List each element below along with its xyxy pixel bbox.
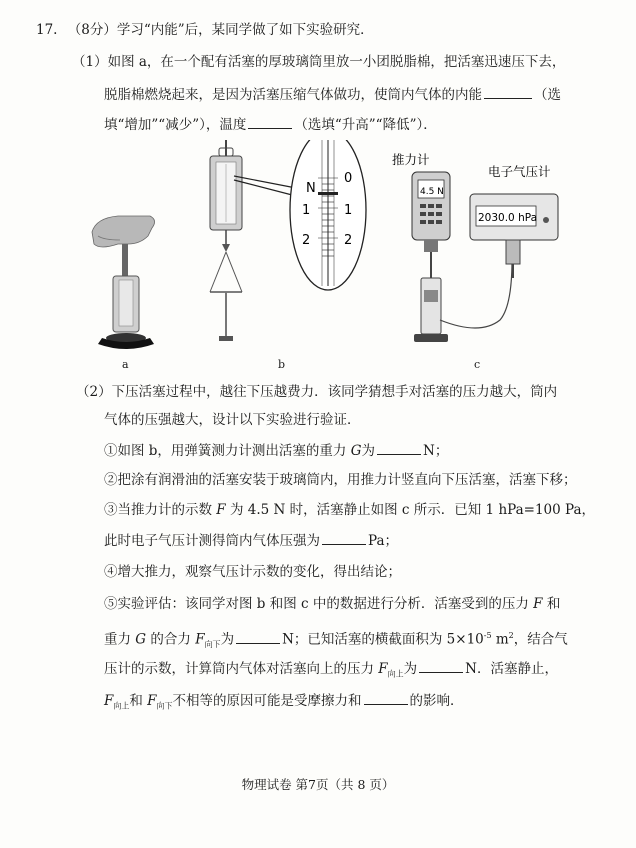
answer-blank-upward-force[interactable]: [419, 658, 463, 673]
question-number: 17.: [36, 22, 58, 38]
part2-line1: （2）下压活塞过程中，越往下压越费力．该同学猜想手对活塞的压力越大，筒内: [76, 384, 558, 400]
step5-var-f: F: [533, 596, 543, 612]
sub-up-2: 向上: [113, 701, 130, 711]
question-header: [36, 20, 374, 40]
step5-text-c: 重力: [104, 631, 131, 648]
step5-text-j: 为: [403, 661, 418, 677]
figure-label-b: b: [278, 358, 286, 371]
push-gauge-reading: 4.5 N: [420, 187, 444, 197]
part1-line1: （1）如图 a，在一个配有活塞的厚玻璃筒里放一小团脱脂棉，把活塞迅速压下去，: [72, 54, 566, 70]
question-intro: 学习“内能”后，某同学做了如下实验研究．: [116, 22, 374, 38]
part2-step2: ②把涂有润滑油的活塞安装于玻璃筒内，用推力计竖直向下压活塞，活塞下移；: [104, 472, 577, 488]
scale-right-2: 2: [344, 233, 353, 248]
part2-step4: ④增大推力，观察气压计示数的变化，得出结论；: [104, 564, 401, 580]
part1-line2-text: 脱脂棉燃烧起来，是因为活塞压缩气体做功，使筒内气体的内能: [104, 87, 482, 103]
part1-line2-tail: （选: [534, 87, 561, 103]
scale-left-2: 2: [302, 233, 311, 248]
part1-line2: [104, 84, 561, 105]
part1-line3-tail: （选填“升高”“降低”）．: [294, 117, 437, 133]
step1-var-g: G: [350, 443, 362, 459]
part1-line3: [104, 114, 437, 135]
part2-step5-line3: [104, 658, 558, 685]
figure-a-fire-syringe: [92, 216, 155, 349]
scale-left-1: 1: [302, 203, 311, 218]
part2-step3-line2: [104, 530, 398, 551]
answer-blank-net-force[interactable]: [236, 629, 280, 644]
step3-unit: Pa；: [368, 533, 399, 549]
pressure-gauge-reading: 2030.0 hPa: [478, 212, 538, 224]
sub-down-2: 向下: [156, 701, 173, 711]
step1-text: ①如图 b，用弹簧测力计测出活塞的重力: [104, 443, 347, 459]
step5-var-f-up: F: [378, 661, 388, 677]
step5-var-f-down-2: F: [147, 693, 157, 709]
part2-line2: 气体的压强越大，设计以下实验进行验证．: [104, 412, 361, 428]
step3-text-b: 为 4.5 N 时，活塞静止如图 c 所示．已知 1 hPa=100 Pa，: [229, 502, 596, 518]
step5-text-n: 的影响．: [409, 693, 464, 709]
scale-right-1: 1: [344, 203, 353, 218]
step5-text-d: 的合力: [150, 631, 191, 648]
part2-step3: [104, 500, 595, 520]
answer-blank-temperature[interactable]: [248, 114, 292, 129]
step5-text-a: ⑤实验评估：该同学对图 b 和图 c 中的数据进行分析．活塞受到的压力: [104, 596, 529, 612]
exponent: -5: [483, 631, 492, 640]
step3-text: ③当推力计的示数: [104, 502, 212, 518]
figure-c-pressure-setup: [392, 152, 558, 342]
step3-text-c: 此时电子气压计测得筒内气体压强为: [104, 533, 320, 549]
part2-step5-line1: [104, 594, 560, 614]
step1-unit: N；: [423, 443, 449, 459]
part2-step5-line4: [104, 690, 464, 717]
sub-down: 向下: [204, 640, 221, 650]
page-footer: 物理试卷 第7页（共 8 页）: [241, 777, 395, 792]
answer-blank-gas-pressure[interactable]: [322, 530, 366, 545]
step5-var-f-up-2: F: [104, 693, 114, 709]
step5-var-f-down: F: [195, 631, 205, 648]
answer-blank-internal-energy[interactable]: [484, 84, 532, 99]
step3-var-f: F: [216, 502, 226, 518]
figure-b-spring-scale: [210, 140, 366, 341]
exponent-2: 2: [508, 631, 514, 640]
experiment-figures: [0, 140, 636, 375]
figure-label-a: a: [122, 358, 129, 371]
question-points: （8分）: [67, 22, 117, 38]
step5-text-f: N；已知活塞的横截面积为 5×10: [282, 631, 484, 648]
step5-text-m: 不相等的原因可能是受摩擦力和: [172, 693, 362, 709]
step5-unit: m: [491, 631, 509, 648]
part2-step5-line2: [104, 626, 568, 655]
step1-text-b: 为: [361, 443, 376, 459]
step5-text-l: 和: [129, 693, 143, 709]
step5-text-k: N．活塞静止，: [465, 661, 558, 677]
part1-line3-text: 填“增加”“减少”），温度: [104, 117, 247, 133]
scale-unit: N: [306, 181, 316, 196]
step5-text-i: 压计的示数，计算筒内气体对活塞向上的压力: [104, 661, 374, 677]
scale-right-0: 0: [344, 171, 353, 186]
pressure-gauge-label: 电子气压计: [488, 164, 551, 179]
push-gauge-label: 推力计: [392, 152, 430, 167]
figure-label-c: c: [474, 358, 481, 371]
step5-text-b: 和: [546, 596, 561, 612]
part2-step1: [104, 440, 448, 461]
step5-var-g: G: [135, 631, 147, 648]
step5-text-h: ，结合气: [513, 631, 568, 648]
answer-blank-other-factor[interactable]: [364, 690, 408, 705]
step5-text-e: 为: [220, 631, 235, 648]
sub-up: 向上: [387, 669, 404, 679]
answer-blank-piston-weight[interactable]: [377, 440, 421, 455]
